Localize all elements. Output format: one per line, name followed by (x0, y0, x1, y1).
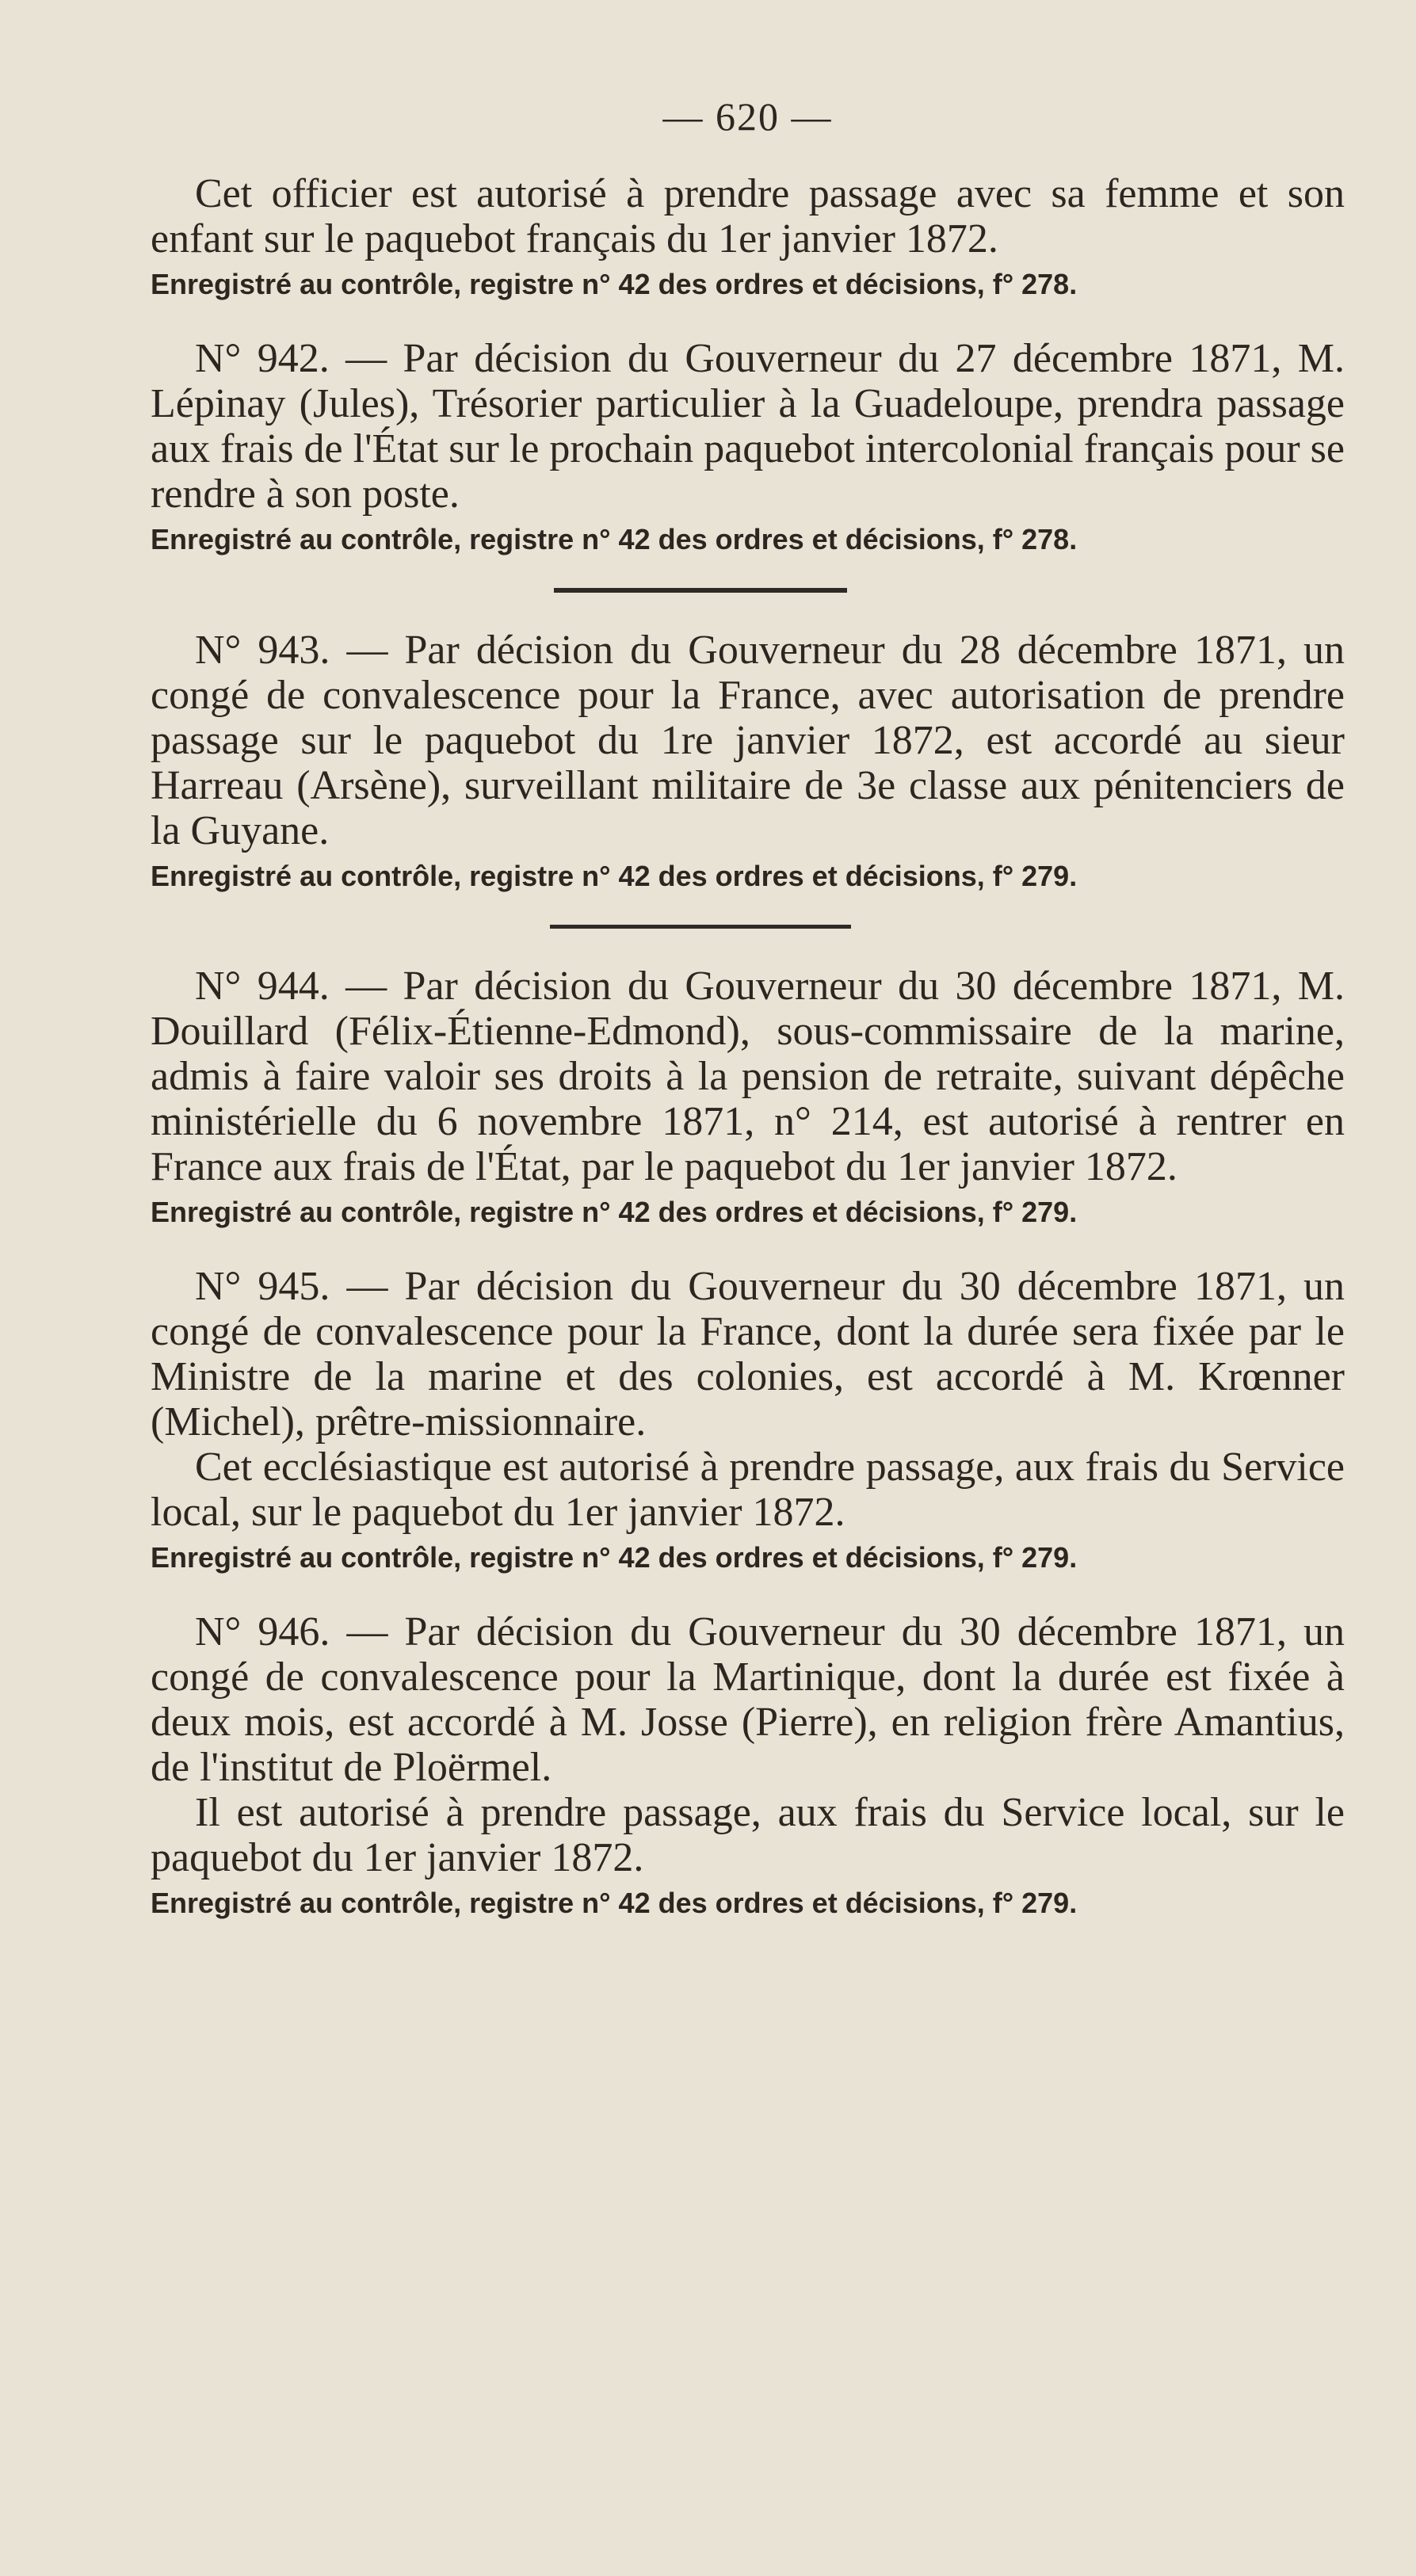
separator-rule (554, 588, 847, 593)
separator-rule (550, 925, 851, 929)
entry-registration: Enregistré au contrôle, registre n° 42 des ordres et décisions, f° 279. (151, 1887, 1078, 1919)
intro-paragraph: Cet officier est autorisé à prendre passage avec sa femme et son enfant sur le paquebot français du 1er janvier 1872. (151, 171, 1345, 261)
entry-945 (151, 1264, 1345, 1578)
entry-registration: Enregistré au contrôle, registre n° 42 des ordres et décisions, f° 279. (151, 860, 1078, 892)
entry-946 (151, 1609, 1345, 1923)
entry-paragraph: N° 944. — Par décision du Gouverneur du 30 décembre 1871, M. Douillard (Félix-Étienne-Edmond), sous-commissaire de la marine, admis à faire valoir ses droits à la pension de retraite, suivant dépêche ministérielle du 6 novembre 1871, n° 214, est autorisé à rentrer en France aux frais de l'État, par le paquebot du 1er janvier 1872. (151, 964, 1345, 1189)
entry-paragraph: N° 946. — Par décision du Gouverneur du 30 décembre 1871, un congé de convalescence pour la Martinique, dont la durée est fixée à deux mois, est accordé à M. Josse (Pierre), en religion frère Amantius, de l'institut de Ploërmel. (151, 1609, 1345, 1790)
entry-942 (151, 336, 1345, 559)
entry-paragraph: N° 942. — Par décision du Gouverneur du 27 décembre 1871, M. Lépinay (Jules), Trésorier particulier à la Guadeloupe, prendra passage aux frais de l'État sur le prochain paquebot intercolonial français pour se rendre à son poste. (151, 336, 1345, 517)
entry-943 (151, 628, 1345, 896)
entry-paragraph: N° 943. — Par décision du Gouverneur du 28 décembre 1871, un congé de convalescence pour la France, avec autorisation de prendre passage sur le paquebot du 1re janvier 1872, est accordé au sieur Harreau (Arsène), surveillant militaire de 3e classe aux pénitenciers de la Guyane. (151, 628, 1345, 853)
entry-paragraph: N° 945. — Par décision du Gouverneur du 30 décembre 1871, un congé de convalescence pour la France, dont la durée sera fixée par le Ministre de la marine et des colonies, est accordé à M. Krœnner (Michel), prêtre-missionnaire. (151, 1264, 1345, 1444)
entry-paragraph: Il est autorisé à prendre passage, aux frais du Service local, sur le paquebot du 1er janvier 1872. (151, 1790, 1345, 1880)
entry-registration: Enregistré au contrôle, registre n° 42 des ordres et décisions, f° 278. (151, 523, 1078, 555)
page-number: — 620 — (662, 94, 833, 139)
intro-registration: Enregistré au contrôle, registre n° 42 des ordres et décisions, f° 278. (151, 268, 1078, 300)
entry-paragraph: Cet ecclésiastique est autorisé à prendre passage, aux frais du Service local, sur le paquebot du 1er janvier 1872. (151, 1444, 1345, 1535)
entry-944 (151, 964, 1345, 1232)
entry-registration: Enregistré au contrôle, registre n° 42 des ordres et décisions, f° 279. (151, 1196, 1078, 1228)
entry-registration: Enregistré au contrôle, registre n° 42 des ordres et décisions, f° 279. (151, 1541, 1078, 1574)
